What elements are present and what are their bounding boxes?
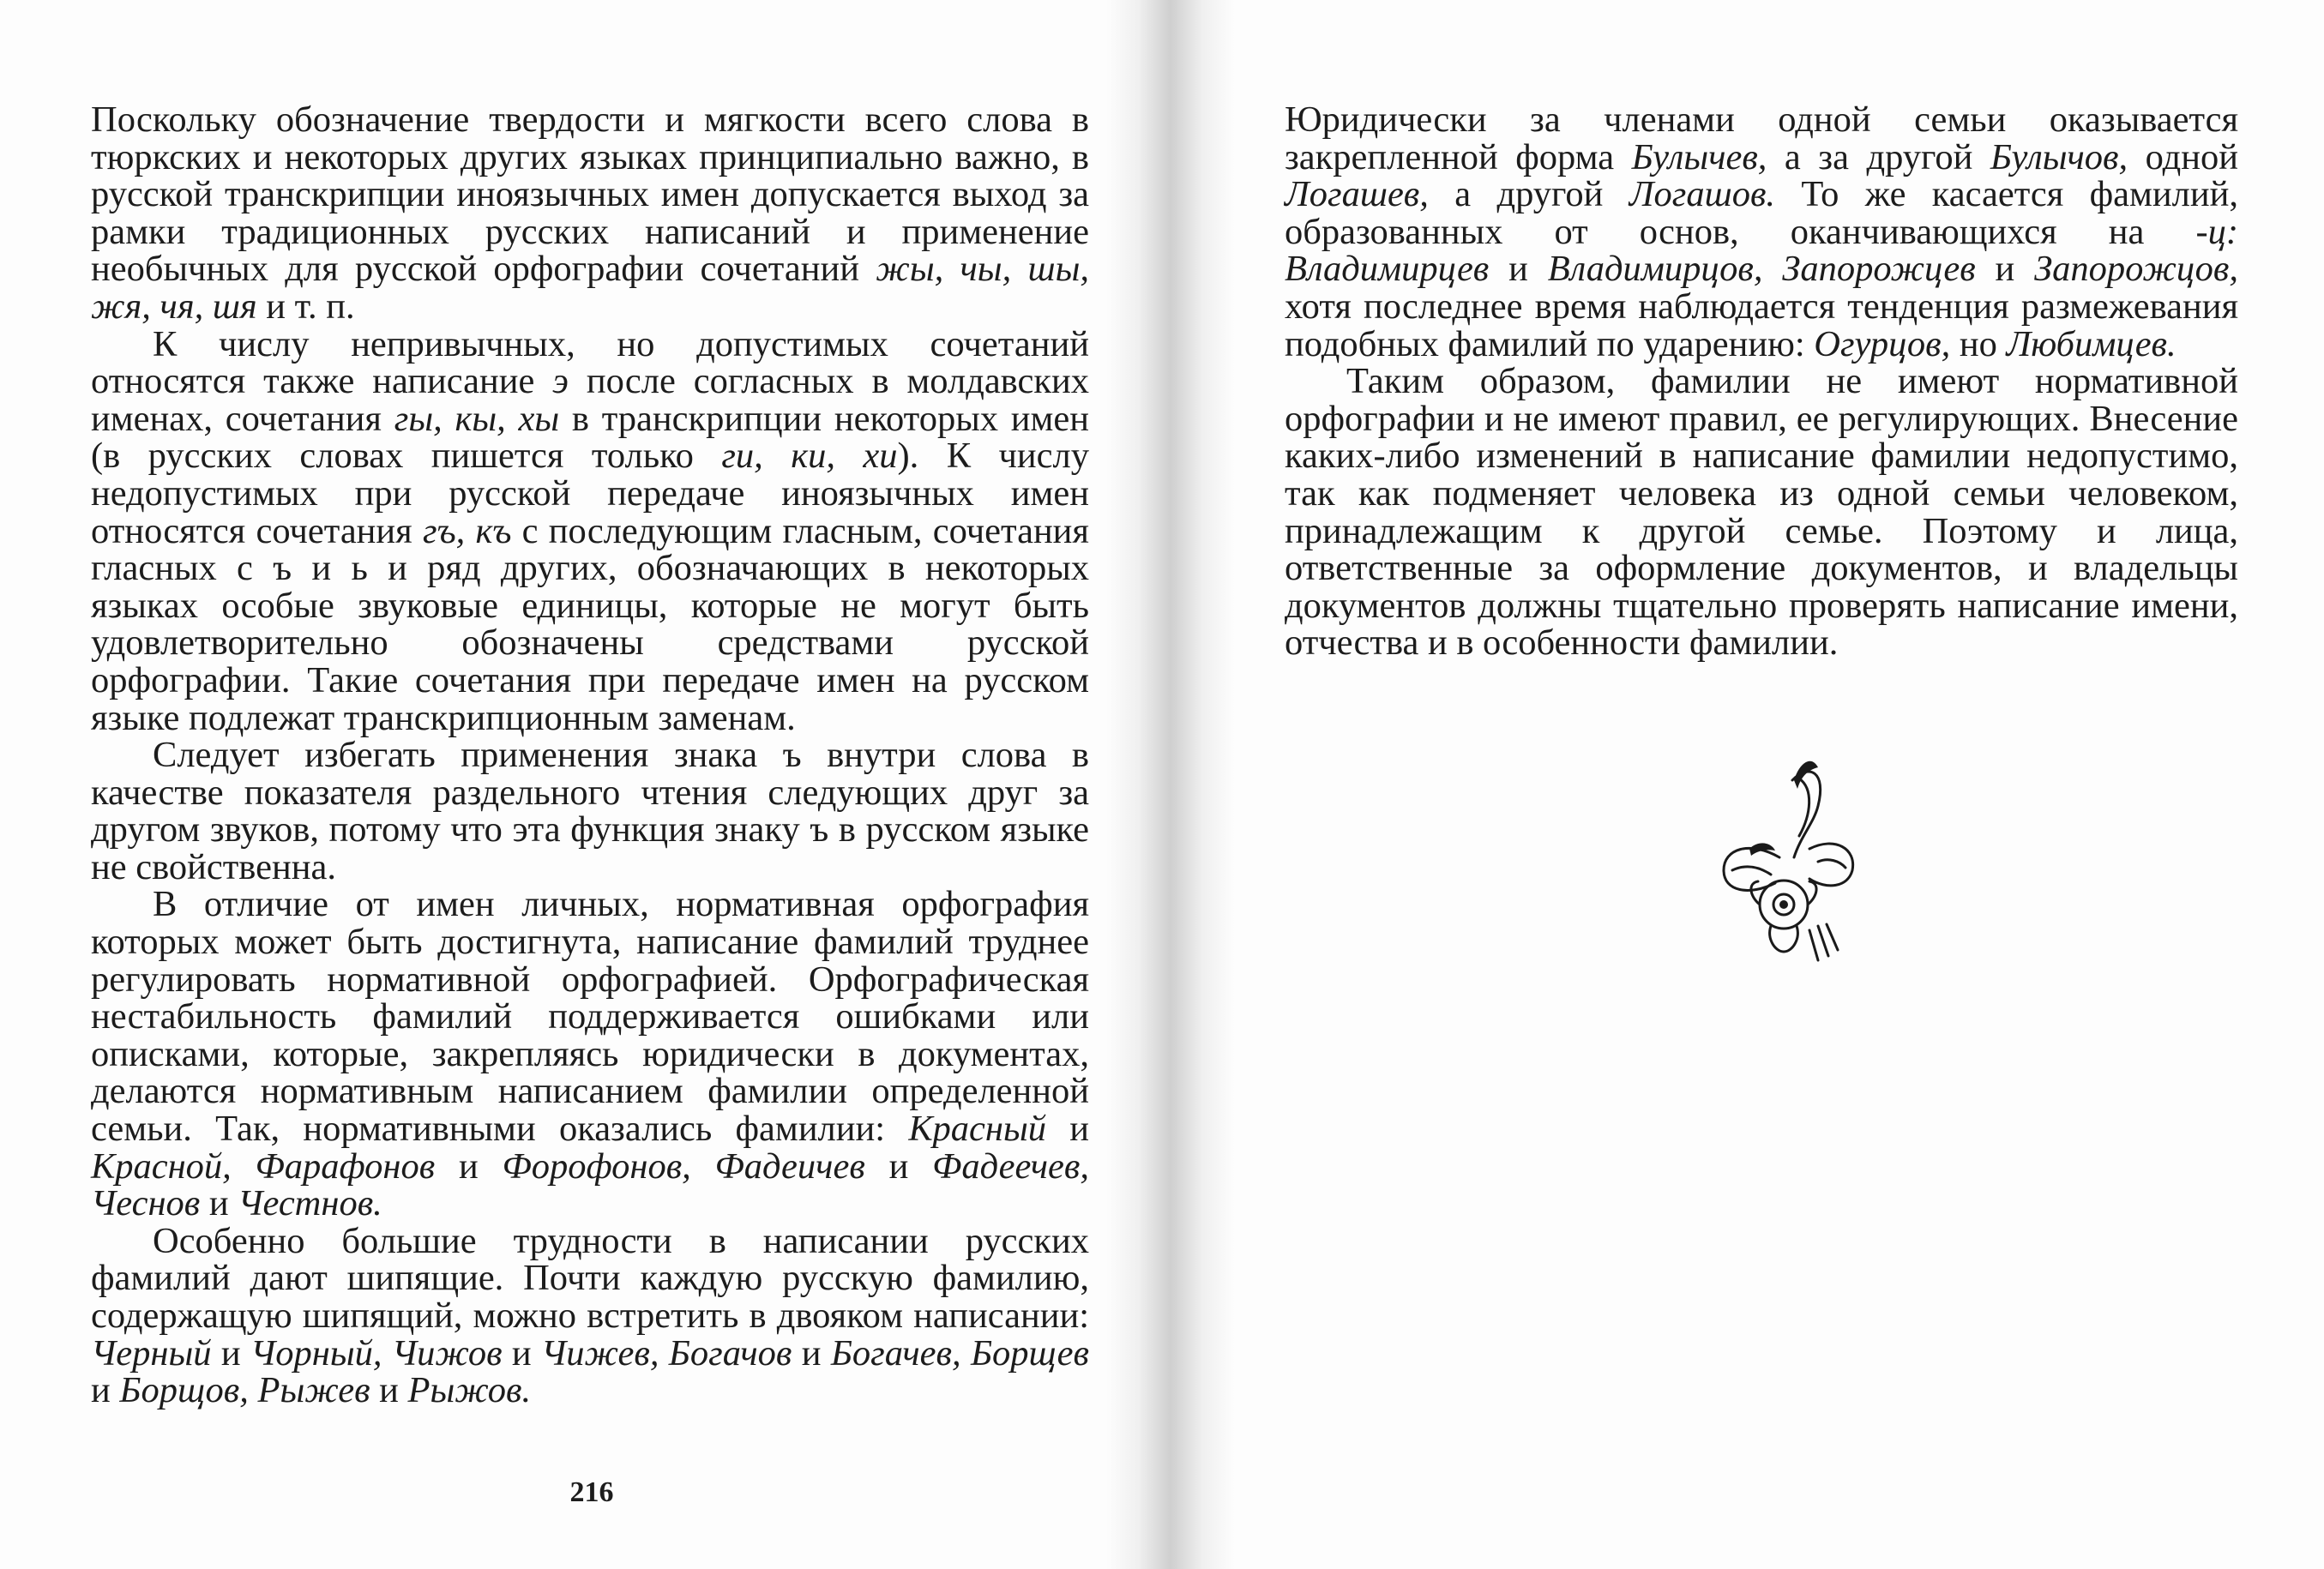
italic-text: Форофонов, Фадеичев: [502, 1145, 865, 1187]
paragraph: [91, 736, 1089, 886]
text-run: и: [1046, 1109, 1089, 1150]
text-run: и: [211, 1332, 250, 1374]
left-page: [0, 0, 1149, 1569]
text-run: после согласных в молдавских именах, сочетания: [91, 361, 1090, 439]
paragraph: [1285, 363, 2238, 662]
italic-text: Черный: [91, 1332, 212, 1374]
paragraph: [91, 101, 1089, 326]
italic-text: Владимирцов, Запорожцев: [1547, 249, 1976, 290]
italic-text: Любимцев.: [2006, 323, 2176, 364]
text-run: в транскрипции некоторых имен (в русских словах пишется только: [91, 398, 1089, 477]
text-run: с последующим гласным, сочетания гласных с ъ и ь и ряд других, обозначающих в некоторых языках особые звуковые единицы, которые не могут быть удовлетворительно обозначены средствами русской орфографии. Такие сочетания при передаче имен на русском языке подлежат транскрипционным заменам.: [91, 510, 1089, 738]
text-run: То же касается фамилий, образованных от основ, оканчивающихся на: [1285, 174, 2239, 252]
italic-text: Логашев,: [1285, 174, 1429, 215]
text-run: а за другой: [1767, 136, 1990, 177]
text-run: и: [91, 1370, 120, 1411]
italic-text: Огурцов,: [1814, 323, 1951, 364]
text-run: Поскольку обозначение твердости и мягкости всего слова в тюркских и некоторых других языках принципиально важно, в русской транскрипции иноязычных имен допускается выход за рамки традиционных русских написаний и применение необычных для русской орфографии сочетаний: [91, 99, 1089, 290]
text-run: Таким образом, фамилии не имеют нормативной орфографии и не имеют правил, ее регулирующих. Внесение каких-либо изменений в написание фамилии недопустимо, так как подменяет человека из одной семьи человеком, принадлежащим к другой семье. Поэтому и лица, ответственные за оформление документов, и владельцы документов должны тщательно проверять написание имени, отчества и в особенности фамилии.: [1285, 361, 2238, 664]
italic-text: Рыжов.: [407, 1370, 532, 1411]
paragraph: [1285, 101, 2238, 363]
italic-text: гъ, къ: [422, 510, 512, 551]
text-run: и: [435, 1145, 503, 1187]
text-run: и: [1975, 249, 2035, 290]
italic-text: Красной, Фарафонов: [91, 1145, 436, 1187]
text-run: В отличие от имен личных, нормативная орфография которых может быть достигнута, написание фамилий труднее регулировать нормативной орфографией. Орфографическая нестабильность фамилий поддерживается ошибками или описками, которые, закрепляясь юридически в документах, делаются нормативным написанием фамилии определенной семьи. Так, нормативными оказались фамилии:: [91, 884, 1089, 1150]
text-run: и: [792, 1332, 831, 1374]
paragraph: [91, 886, 1089, 1222]
paragraph: [91, 1220, 1089, 1411]
text-run: ). К числу недопустимых при русской передаче иноязычных имен относятся сочетания: [91, 436, 1089, 551]
text-run: и т. п.: [256, 286, 355, 327]
italic-text: Борщов, Рыжев: [119, 1370, 370, 1411]
text-run: и: [1489, 249, 1548, 290]
italic-text: Запорожцов,: [2034, 249, 2238, 290]
page-number: 216: [569, 1476, 614, 1508]
italic-text: Чорный, Чижов: [250, 1332, 503, 1374]
italic-text: Булычев,: [1631, 136, 1767, 177]
italic-text: э: [552, 361, 569, 402]
text-run: Особенно большие трудности в написании русских фамилий дают шипящие. Почти каждую русскую фамилию, содержащую шипящий, можно встретить в двояком написании:: [91, 1220, 1089, 1336]
italic-text: Логашов.: [1629, 174, 1776, 215]
italic-text: Чижев, Богачов: [541, 1332, 792, 1374]
text-run: а другой: [1428, 174, 1629, 215]
italic-text: -ц: Владимирцев: [1285, 211, 2238, 290]
text-run: но: [1950, 323, 2007, 364]
italic-text: ги, ки, хи: [721, 436, 898, 477]
floral-vignette-icon: [1698, 754, 1869, 969]
paragraph: [91, 323, 1090, 738]
italic-text: Честнов.: [238, 1183, 382, 1224]
italic-text: гы, кы, хы: [394, 398, 560, 439]
text-run: Следует избегать применения знака ъ внутри слова в качестве показателя раздельного чтения следующих друг за другом звуков, потому что эта функция знаку ъ в русском языке не свойственна.: [91, 735, 1089, 887]
text-run: и: [864, 1145, 933, 1187]
text-run: и: [502, 1332, 541, 1374]
italic-text: Красный: [908, 1109, 1047, 1150]
text-run: и: [370, 1370, 408, 1411]
text-run: и: [200, 1183, 238, 1224]
italic-text: жы, чы, шы, жя, чя, шя: [91, 249, 1089, 327]
italic-text: Богачев, Борщев: [830, 1332, 1089, 1374]
right-page-text: [1285, 101, 2238, 662]
italic-text: Булычов,: [1990, 136, 2128, 177]
left-page-text: [91, 101, 1089, 1410]
text-run: хотя последнее время наблюдается тенденция размежевания подобных фамилий по ударению:: [1285, 286, 2238, 364]
text-run: одной: [2128, 136, 2239, 177]
italic-text: Фадеечев, Чеснов: [91, 1145, 1089, 1224]
text-run: К числу непривычных, но допустимых сочетаний относятся также написание: [91, 323, 1089, 402]
text-run: Юридически за членами одной семьи оказывается закрепленной форма: [1285, 99, 2238, 177]
